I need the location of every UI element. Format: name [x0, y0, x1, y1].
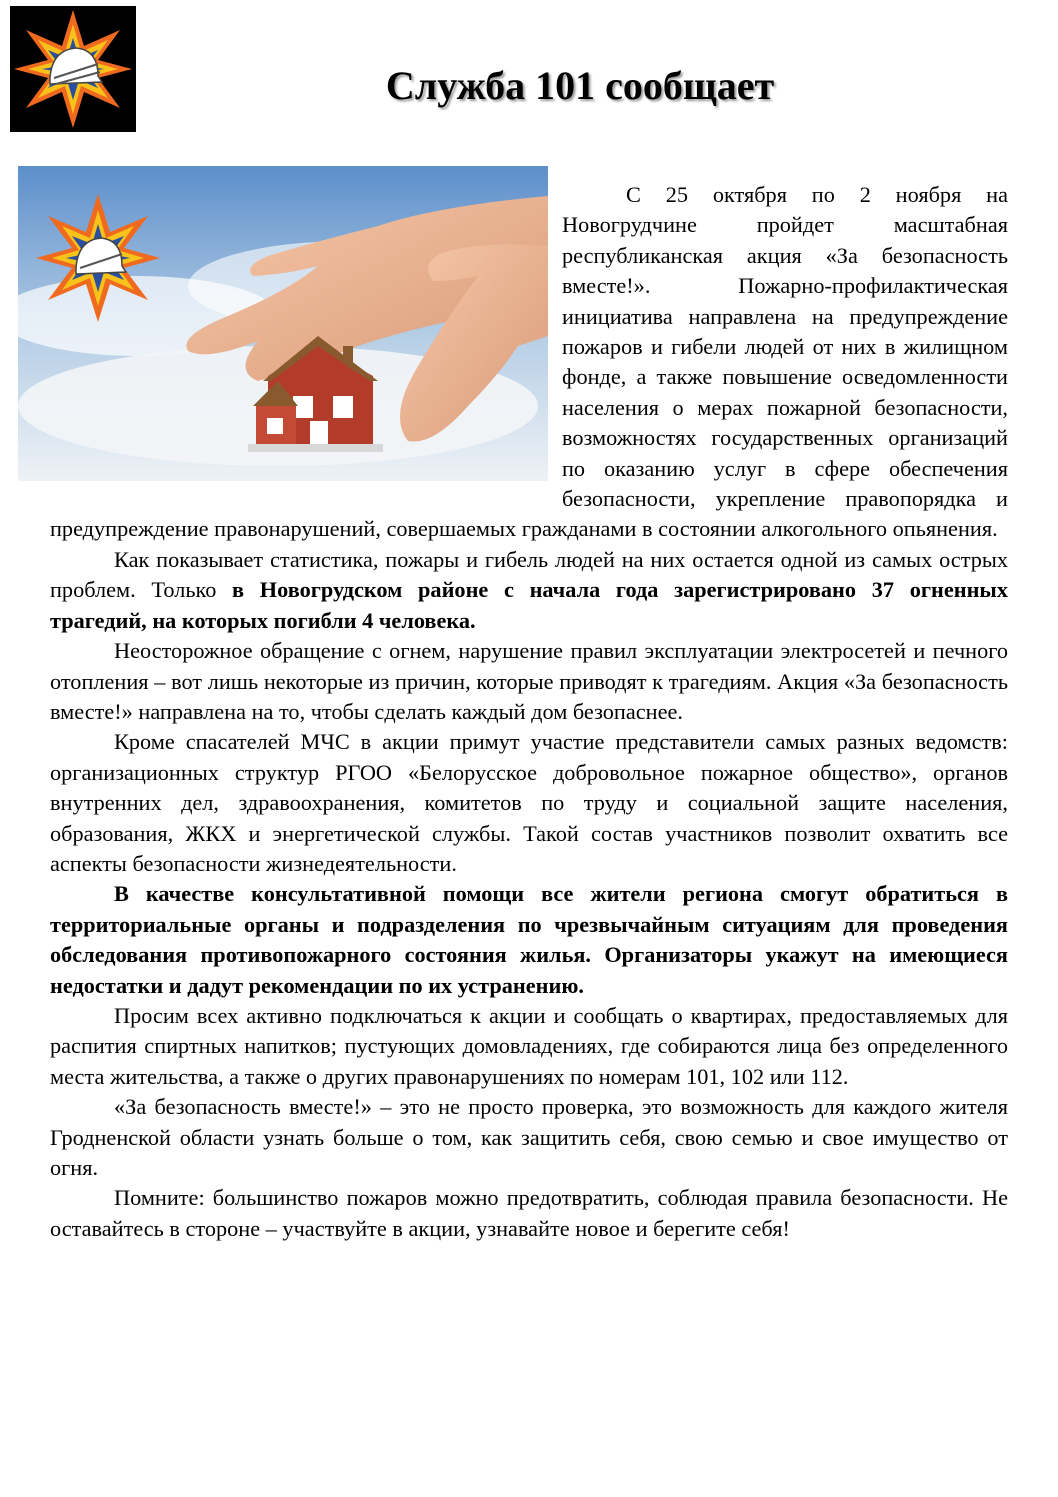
paragraph-causes: Неосторожное обращение с огнем, нарушение правил эксплуатации электросетей и печного отопления – вот лишь некоторые из причин, которые приводят к трагедиям. Акция «За безопасность вместе!» направлена на то, чтобы сделать каждый дом безопаснее.	[50, 638, 1008, 724]
paragraph-consultation	[50, 879, 1008, 1001]
statistics-highlight: в Новогрудском районе с начала года зарегистрировано 37 огненных трагедий, на которых погибли 4 человека.	[50, 577, 1008, 633]
emblem-graphic	[10, 6, 136, 132]
statistics-text: Как показывает статистика, пожары и гибель людей на них остается одной из самых острых проблем. Только	[50, 546, 1008, 603]
mchs-emblem-icon	[10, 6, 136, 132]
paragraph-campaign: «За безопасность вместе!» – это не просто проверка, это возможность для каждого жителя Гродненской области узнать больше о том, как защитить себя, свою семью и свое имущество от огня.	[50, 1094, 1008, 1180]
paragraph-intro: С 25 октября по 2 ноября на Новогрудчине пройдет масштабная республиканская акция «За безопасность вместе!». Пожарно-профилактическая инициатива направлена на предупреждение пожаров и гибели людей от них в жилищном фонде, а также повышение осведомленности населения о мерах пожарной безопасности, возможностях государственных организаций по оказанию услуг в сфере обеспечения безопасности, укрепление правопорядка и предупреждение правонарушений, совершаемых гражданами в состоянии алкогольного опьянения.	[50, 182, 1008, 542]
paragraph-participants: Кроме спасателей МЧС в акции примут участие представители самых разных ведомств: организационных структур РГОО «Белорусское добровольное пожарное общество», органов внутренних дел, здравоохранения, комитетов по труду и социальной защите населения, образования, ЖКХ и энергетической службы. Такой состав участников позволит охватить все аспекты безопасности жизнедеятельности.	[50, 729, 1008, 876]
paragraph-statistics	[50, 545, 1008, 636]
image-spacer	[50, 180, 562, 490]
paragraph-reminder: Помните: большинство пожаров можно предотвратить, соблюдая правила безопасности. Не оставайтесь в стороне – участвуйте в акции, узнавайте новое и берегите себя!	[50, 1185, 1008, 1241]
article-body	[50, 180, 1008, 1244]
page-title: Служба 101 сообщает	[385, 63, 775, 108]
paragraph-report: Просим всех активно подключаться к акции и сообщать о квартирах, предоставляемых для распития спиртных напитков; пустующих домовладениях, где собираются лица без определенного места жительства, а также о других правонарушениях по номерам 101, 102 или 112.	[50, 1002, 1008, 1089]
consultation-text: В качестве консультативной помощи все жители региона смогут обратиться в территориальные органы и подразделения по чрезвычайным ситуациям для проведения обследования противопожарного состояния жилья. Организаторы укажут на имеющиеся недостатки и дадут рекомендации по их устранению.	[50, 881, 1008, 998]
